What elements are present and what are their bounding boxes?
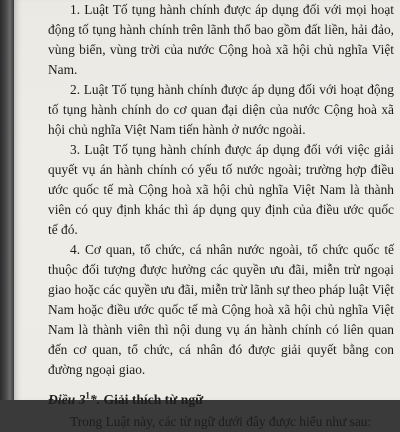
paragraph-1: 1. Luật Tố tụng hành chính được áp dụng đối với mọi hoạt động tố tụng hành chính trên lãnh thổ bao gồm đất liền, hải đảo, vùng biển, vùng trời của nước Cộng hoà xã hội chủ nghĩa Việt Nam. — [48, 2, 394, 77]
partial-line: Trong Luật này, các từ ngữ dưới đây được hiểu như sau: — [70, 414, 372, 429]
article-heading — [48, 390, 394, 410]
article-superscript: 1 — [85, 390, 90, 401]
page-text — [48, 0, 394, 432]
paragraph-4: 4. Cơ quan, tổ chức, cá nhân nước ngoài, tổ chức quốc tế thuộc đối tượng được hưởng các quyền ưu đãi, miễn trừ ngoại giao hoặc các quyền ưu đãi, miễn trừ lãnh sự theo pháp luật Việt Nam hoặc điều ước quốc tế mà Cộng hoà xã hội chủ nghĩa Việt Nam là thành viên thì nội dung vụ án hành chính có liên quan đến cơ quan, tổ chức, cá nhân đó được giải quyết bằng con đường ngoại giao. — [48, 242, 394, 377]
article-title: Giải thích từ ngữ — [100, 392, 204, 407]
article-number: Điều 3 — [48, 392, 86, 407]
book-page — [14, 0, 400, 429]
article-suffix: *. — [89, 392, 101, 407]
paragraph-3: 3. Luật Tố tụng hành chính được áp dụng đối với việc giải quyết vụ án hành chính có yếu tố nước ngoài; trường hợp điều ước quốc tế mà Cộng hoà xã hội chủ nghĩa Việt Nam là thành viên có quy định khác thì áp dụng quy định của điều ước quốc tế đó. — [48, 142, 394, 237]
paragraph-2: 2. Luật Tố tụng hành chính được áp dụng đối với hoạt động tố tụng hành chính do cơ quan đại diện của nước Cộng hoà xã hội chủ nghĩa Việt Nam tiến hành ở nước ngoài. — [48, 82, 394, 137]
